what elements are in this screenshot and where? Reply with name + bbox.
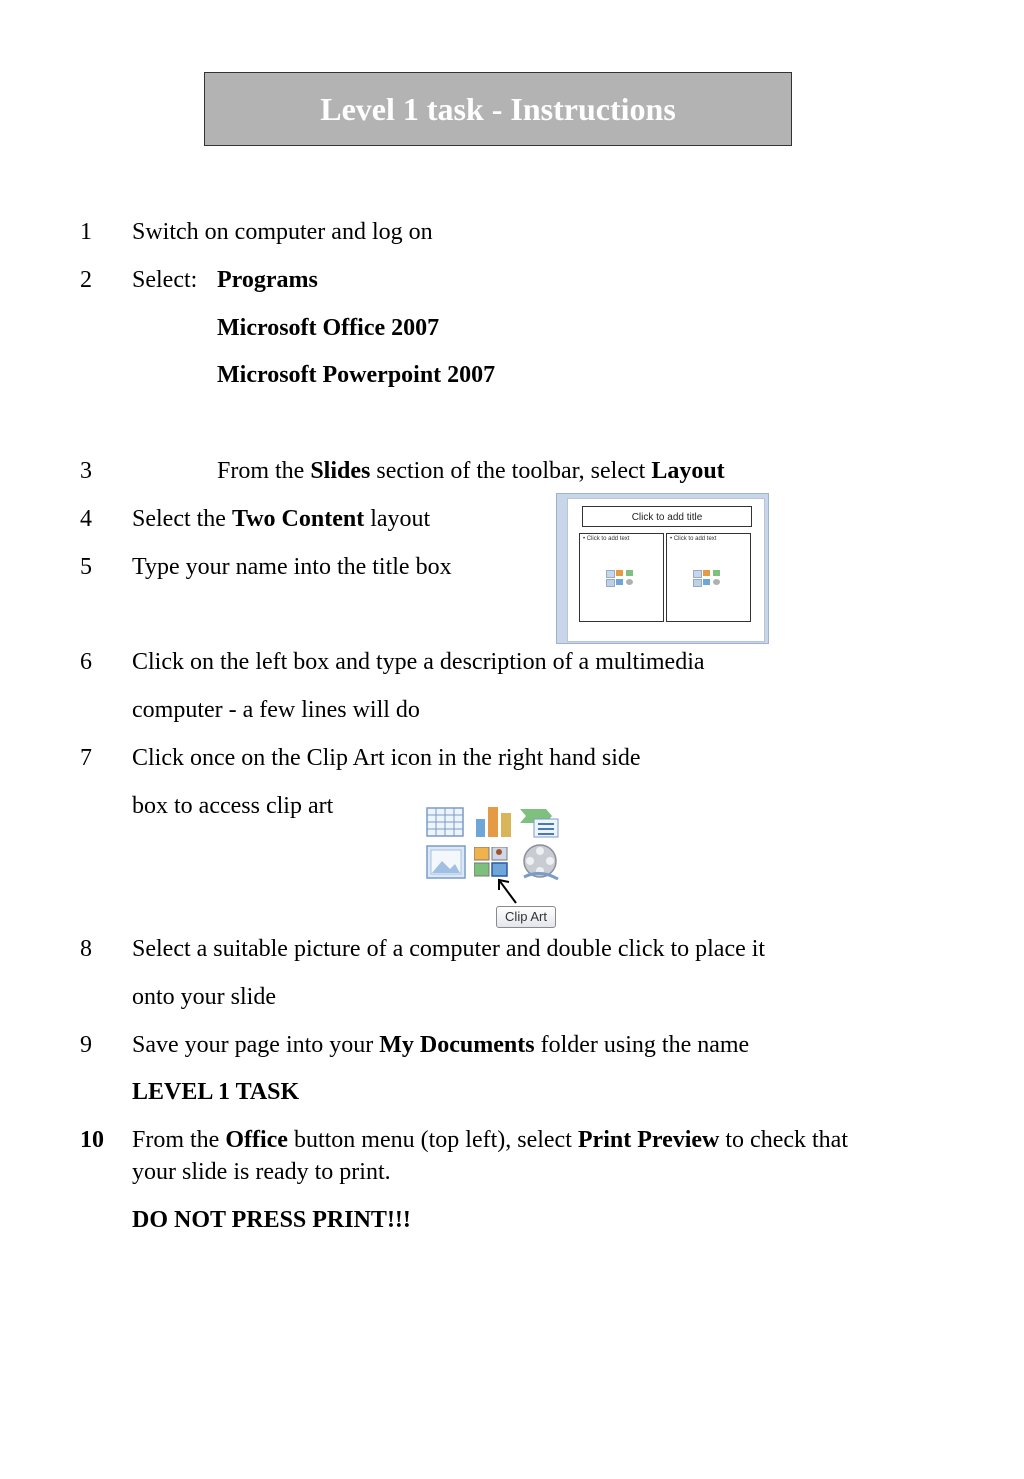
step-10-number: 10 [80, 1127, 104, 1153]
step-3-bold-slides: Slides [310, 458, 371, 484]
step-1-number: 1 [80, 219, 92, 245]
step-7-number: 7 [80, 745, 92, 771]
title-banner [204, 72, 792, 146]
step-10-line-2: your slide is ready to print. [132, 1159, 391, 1185]
step-2-item-programs: Programs [217, 267, 318, 293]
step-4-text-part1: Select the [132, 506, 232, 532]
step-8-number: 8 [80, 936, 92, 962]
step-7-line-1: Click once on the Clip Art icon in the right hand side [132, 745, 641, 771]
step-9-text-part1: Save your page into your [132, 1032, 380, 1058]
clip-art-icon[interactable] [474, 847, 510, 879]
mouse-cursor-icon [496, 877, 522, 907]
step-10-bold-print-preview: Print Preview [577, 1127, 720, 1153]
step-5-number: 5 [80, 554, 92, 580]
step-7-line-2: box to access clip art [132, 793, 334, 819]
step-9-number: 9 [80, 1032, 92, 1058]
smartart-icon [520, 807, 560, 839]
step-8-line-2: onto your slide [132, 984, 276, 1010]
step-10-text-part1: From the [132, 1127, 226, 1153]
two-content-layout-thumbnail [556, 493, 769, 644]
step-6-line-1: Click on the left box and type a description of a multimedia [132, 649, 705, 675]
right-placeholder-text: • Click to add text [670, 536, 717, 542]
picture-icon [426, 845, 466, 879]
chart-icon [474, 805, 514, 839]
step-8-line-1: Select a suitable picture of a computer and double click to place it [132, 936, 766, 962]
left-content-placeholder [579, 533, 664, 622]
step-9-line-1 [132, 1031, 749, 1059]
step-3-text [217, 457, 725, 485]
step-5-text: Type your name into the title box [132, 554, 452, 580]
slide-preview [567, 498, 765, 642]
step-9-filename: LEVEL 1 TASK [132, 1079, 300, 1105]
step-3-number: 3 [80, 458, 92, 484]
content-icons-icon [606, 570, 640, 588]
step-2-prefix: Select: [132, 267, 198, 293]
media-clip-icon [520, 843, 560, 881]
step-4-number: 4 [80, 506, 92, 532]
step-1-text: Switch on computer and log on [132, 219, 433, 245]
step-3-text-part1: From the [217, 458, 311, 484]
step-9-text-part2: folder using the name [534, 1032, 750, 1058]
step-10-text-part3: to check that [719, 1127, 849, 1153]
step-10-line-1 [132, 1126, 848, 1154]
step-6-line-2: computer - a few lines will do [132, 697, 420, 723]
table-icon [426, 807, 464, 837]
step-10-text-part2: button menu (top left), select [287, 1127, 578, 1153]
step-6-number: 6 [80, 649, 92, 675]
step-3-bold-layout: Layout [651, 458, 725, 484]
step-2-item-office: Microsoft Office 2007 [217, 315, 440, 341]
step-10-bold-office: Office [225, 1127, 288, 1153]
content-icons-icon [693, 570, 727, 588]
page-title: Level 1 task - Instructions [320, 91, 676, 127]
step-2-item-powerpoint: Microsoft Powerpoint 2007 [217, 362, 496, 388]
step-4-text [132, 505, 430, 533]
clip-art-tooltip: Clip Art [496, 906, 556, 928]
right-content-placeholder [666, 533, 751, 622]
step-2-number: 2 [80, 267, 92, 293]
title-placeholder: Click to add title [582, 506, 752, 527]
step-3-text-part2: section of the toolbar, select [370, 458, 652, 484]
left-placeholder-text: • Click to add text [583, 536, 630, 542]
step-4-bold-two-content: Two Content [231, 506, 365, 532]
step-10-warning: DO NOT PRESS PRINT!!! [132, 1207, 411, 1233]
step-4-text-part2: layout [364, 506, 431, 532]
step-9-bold-my-documents: My Documents [379, 1032, 535, 1058]
